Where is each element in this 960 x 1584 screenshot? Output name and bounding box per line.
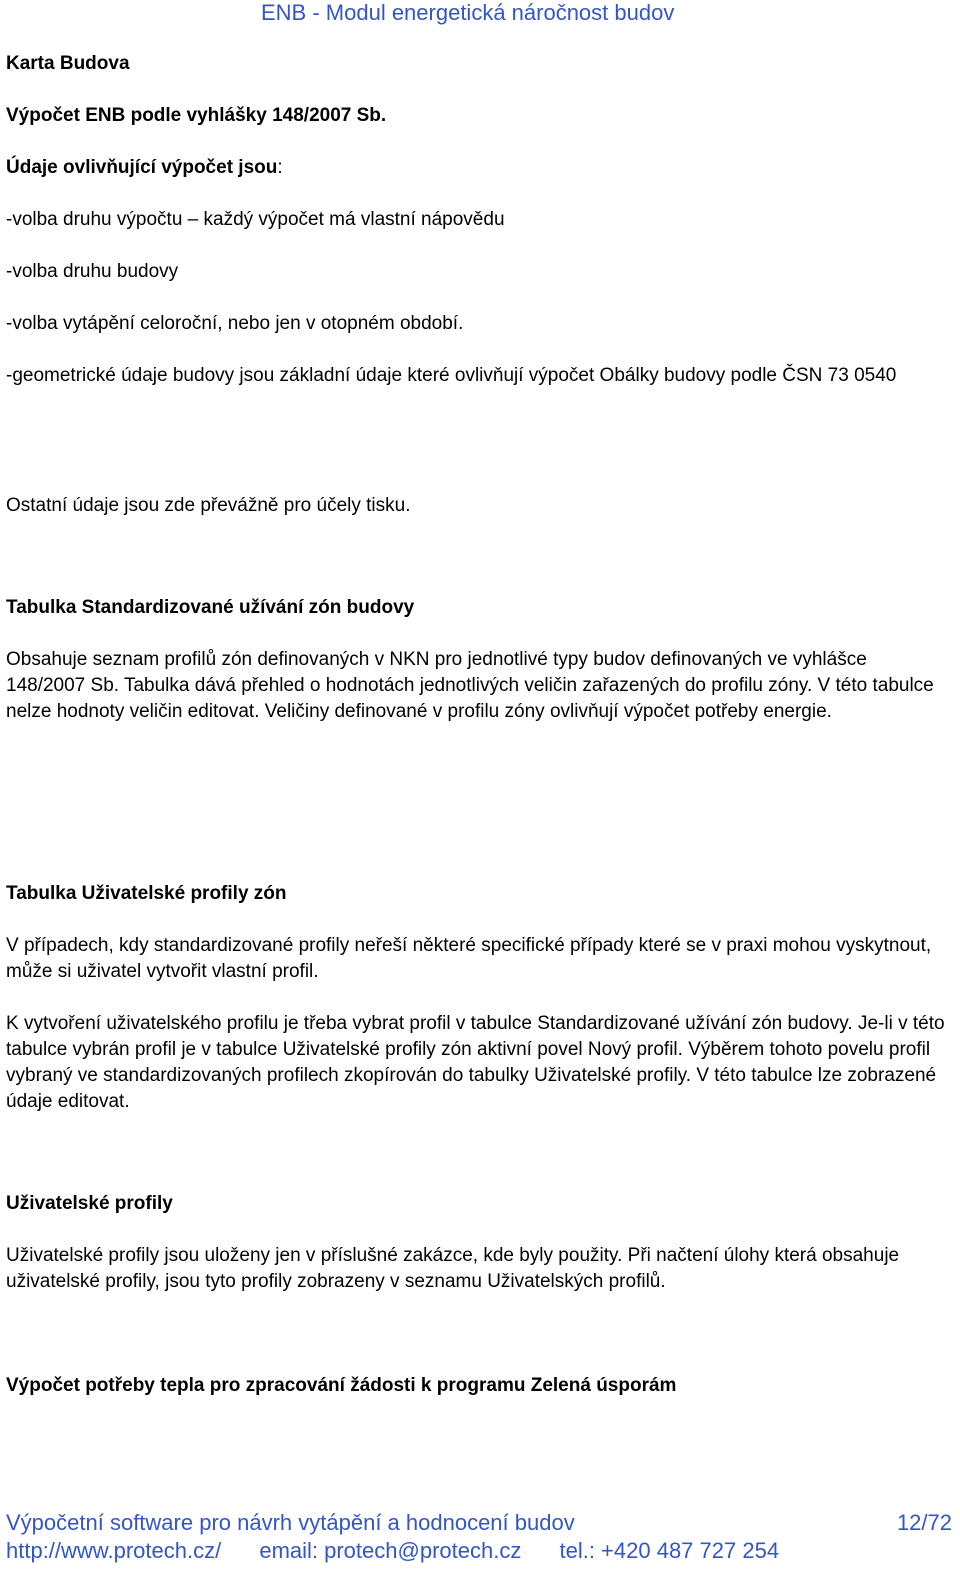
page-number: 12/72 bbox=[896, 1510, 952, 1535]
udaje-heading bbox=[6, 155, 951, 181]
std-title: Tabulka Standardizované užívání zón budovy bbox=[6, 597, 415, 618]
calc-title: Výpočet ENB podle vyhlášky 148/2007 Sb. bbox=[6, 105, 387, 126]
profiles-text: Uživatelské profily jsou uloženy jen v příslušné zakázce, kde byly použity. Při načtení úlohy která obsahuje uživatelské profily, jsou tyto profily zobrazeny v seznamu Uživatelských profilů. bbox=[6, 1245, 900, 1292]
bullet-1: -volba druhu výpočtu – každý výpočet má vlastní nápovědu bbox=[6, 209, 505, 230]
page-header: ENB - Modul energetická náročnost budov bbox=[261, 0, 675, 25]
user-title: Tabulka Uživatelské profily zón bbox=[6, 883, 287, 904]
bullet-4: -geometrické údaje budovy jsou základní údaje které ovlivňují výpočet Obálky budovy podle ČSN 73 0540 bbox=[6, 365, 897, 386]
footer-software: Výpočetní software pro návrh vytápění a hodnocení budov bbox=[6, 1510, 575, 1535]
footer-email[interactable]: email: protech@protech.cz bbox=[259, 1538, 522, 1563]
footer-url[interactable]: http://www.protech.cz/ bbox=[6, 1538, 222, 1563]
footer-tel: tel.: +420 487 727 254 bbox=[559, 1538, 780, 1563]
udaje-colon: : bbox=[277, 157, 283, 178]
udaje-bold: Údaje ovlivňující výpočet jsou bbox=[6, 157, 278, 178]
bullet-2: -volba druhu budovy bbox=[6, 261, 179, 282]
std-text: Obsahuje seznam profilů zón definovaných v NKN pro jednotlivé typy budov definovaných ve vyhlášce 148/2007 Sb. Tabulka dává přehled o hodnotách jednotlivých veličin zařazených do profilu zóny. V této tabulce nelze hodnoty veličin editovat. Veličiny definované v profilu zóny ovlivňují výpočet potřeby energie. bbox=[6, 649, 934, 722]
footer-contacts bbox=[6, 1538, 811, 1564]
user-text-2: K vytvoření uživatelského profilu je třeba vybrat profil v tabulce Standardizované užívání zón budovy. Je-li v této tabulce vybrán profil je v tabulce Uživatelské profily zón aktivní povel Nový profil. Výběrem tohoto povelu profil vybraný ve standardizovaných profilech zkopírován do tabulky Uživatelské profily. V této tabulce lze zobrazené údaje editovat. bbox=[6, 1013, 945, 1112]
bullet-3: -volba vytápění celoroční, nebo jen v otopném období. bbox=[6, 313, 464, 334]
profiles-title: Uživatelské profily bbox=[6, 1193, 173, 1214]
karta-title: Karta Budova bbox=[6, 53, 130, 74]
zelena-title: Výpočet potřeby tepla pro zpracování žádosti k programu Zelená úsporám bbox=[6, 1375, 677, 1396]
user-text-1: V případech, kdy standardizované profily neřeší některé specifické případy které se v praxi mohou vyskytnout, může si uživatel vytvořit vlastní profil. bbox=[6, 935, 932, 982]
ostatni-text: Ostatní údaje jsou zde převážně pro účely tisku. bbox=[6, 495, 411, 516]
